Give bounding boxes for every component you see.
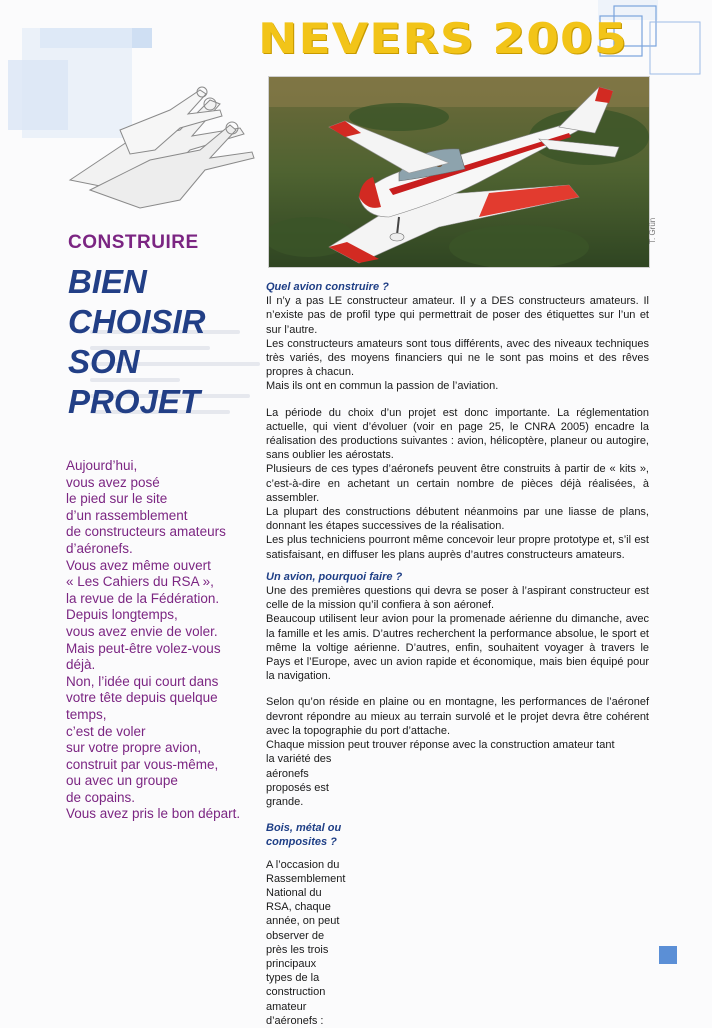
intro-line: d’aéronefs.	[66, 540, 133, 556]
intro-line: d’un rassemblement	[66, 507, 188, 523]
intro-line: le pied sur le site	[66, 491, 168, 507]
paragraph: Chaque mission peut trouver réponse avec la construction amateur tant	[266, 739, 615, 752]
intro-line: c’est de voler	[66, 723, 146, 739]
intro-line: Depuis longtemps,	[66, 607, 178, 623]
narrow-column	[266, 752, 344, 1028]
intro-line: déjà.	[66, 657, 96, 673]
intro-text	[66, 458, 266, 823]
intro-line: Vous avez pris le bon départ.	[66, 806, 241, 822]
intro-line: ou avec un groupe	[66, 773, 178, 789]
intro-line: la revue de la Fédération.	[66, 590, 220, 606]
paragraph: Une des premières questions qui devra se poser à l’aspirant constructeur est celle de la mission qu’il confiera à son aéronef.	[266, 585, 649, 612]
aircraft-photo	[268, 76, 650, 268]
intro-line: vous avez envie de voler.	[66, 623, 218, 639]
subheading: Bois, métal ou composites ?	[266, 822, 342, 849]
title-line: PROJET	[68, 383, 201, 420]
subheading: Quel avion construire ?	[266, 281, 389, 293]
paragraph: La plupart des constructions débutent néanmoins par une liasse de plans, donnant les étapes successives de la réalisation.	[266, 506, 649, 533]
intro-line: de copains.	[66, 789, 136, 805]
article-body	[266, 280, 649, 1028]
intro-line: sur votre propre avion,	[66, 740, 202, 756]
intro-line: Mais peut-être volez-vous	[66, 640, 221, 656]
paragraph: Mais ils ont en commun la passion de l’aviation.	[266, 380, 499, 393]
intro-line: votre tête depuis quelque	[66, 690, 218, 706]
intro-line: temps,	[66, 706, 107, 722]
paragraph: A l’occasion du Rassemblement National du RSA, chaque année, on peut observer de près les trois principaux types de la construction amateur d’aéronefs :	[266, 858, 346, 1027]
intro-line: vous avez posé	[66, 474, 160, 490]
article-title	[68, 262, 206, 422]
paragraph: Il n’y a pas LE constructeur amateur. Il y a DES constructeurs amateurs. Il n’existe pas de profil type qui permettrait de poser des étiquettes sur l’un et sur l’autre.	[266, 295, 649, 336]
intro-line: Non, l’idée qui court dans	[66, 673, 219, 689]
intro-line: Aujourd’hui,	[66, 458, 138, 473]
aircraft-sketch-illustration	[60, 70, 260, 220]
page-corner-marker	[659, 946, 677, 964]
title-line: SON	[68, 343, 140, 380]
intro-line: de constructeurs amateurs	[66, 524, 226, 540]
section-label: CONSTRUIRE	[68, 232, 199, 253]
headline: NEVERS 2005	[258, 14, 628, 63]
paragraph: La période du choix d’un projet est donc importante. La réglementation actuelle, qui vient d’évoluer (voir en page 25, le CNRA 2005) encadre la réalisation des productions suivantes : avion, hélicoptère, planeur ou autogire, sans oublier les aérostats.	[266, 406, 649, 462]
subheading: Un avion, pourquoi faire ?	[266, 570, 403, 583]
intro-line: Vous avez même ouvert	[66, 557, 211, 573]
title-line: BIEN	[68, 263, 147, 300]
paragraph: Plusieurs de ces types d’aéronefs peuvent être construits à partir de « kits », c’est-à-dire en achetant un certain nombre de pièces déjà réalisées, à assembler.	[266, 463, 649, 504]
paragraph: la variété des aéronefs proposés est grande.	[266, 753, 332, 808]
paragraph: Selon qu’on réside en plaine ou en montagne, les performances de l’aéronef devront répondre au mieux au terrain survolé et le projet devra être cohérent avec la topographie du port d’attache.	[266, 696, 649, 737]
title-line: CHOISIR	[68, 303, 206, 340]
paragraph: Beaucoup utilisent leur avion pour la promenade aérienne du dimanche, avec la famille et les amis. D’autres recherchent la performance absolue, le sport et même la voltige aérienne. D’autres, enfin, souhaitent voyager à travers le Pays et l’Europe, avec un avion rapide et économique, mais bien équipé pour la navigation.	[266, 613, 649, 683]
photo-credit: T. Grün	[648, 217, 657, 244]
intro-line: construit par vous-même,	[66, 756, 219, 772]
intro-line: « Les Cahiers du RSA »,	[66, 574, 214, 590]
paragraph: Les constructeurs amateurs sont tous différents, avec des niveaux techniques très variés, des moyens financiers qui ne le sont pas moins et des rêves propres à chacun.	[266, 337, 649, 379]
paragraph: Les plus techniciens pourront même concevoir leur propre prototype et, s’il est satisfaisant, en diffuser les plans auprès d’autres constructeurs amateurs.	[266, 534, 649, 561]
